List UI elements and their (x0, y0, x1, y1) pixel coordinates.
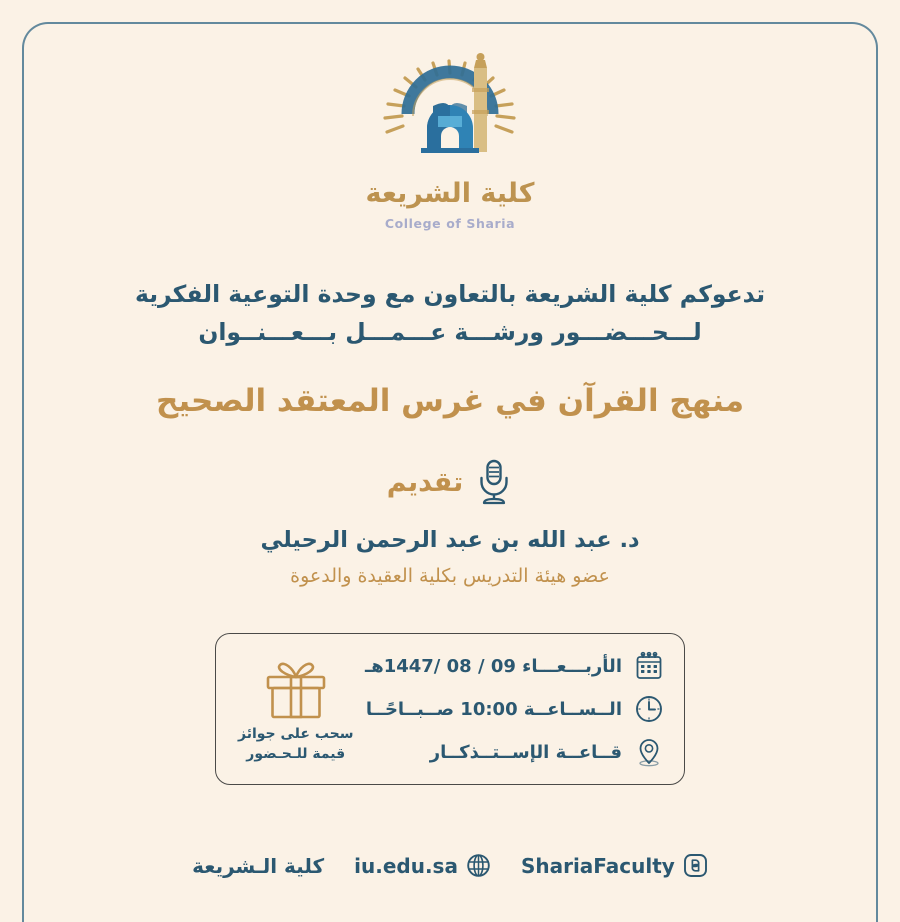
footer-college-name (192, 854, 324, 878)
clock-icon (634, 694, 664, 724)
prize-draw-text (238, 724, 354, 765)
speaker-role: عضو هيئة التدريس بكلية العقيدة والدعوة (290, 565, 610, 588)
college-logo (366, 44, 535, 231)
speaker-name: د. عبد الله بن عبد الرحمن الرحيلي (260, 527, 640, 554)
calendar-icon (634, 651, 664, 681)
globe-icon (466, 853, 491, 878)
footer-social[interactable] (521, 853, 708, 878)
logo-arabic-name: كلية الشريعة (365, 178, 535, 209)
invitation-text (135, 275, 765, 351)
presenter-heading (387, 459, 513, 505)
event-date-row (365, 651, 664, 681)
location-pin-icon (634, 737, 664, 767)
event-date-text: الأربـــعـــاء 09 / 08 /1447هـ (365, 655, 622, 677)
footer-website-label: iu.edu.sa (354, 853, 458, 878)
prize-line-1: سحب على جوائز (238, 725, 354, 742)
mosque-gate-book-logo-icon (375, 44, 525, 176)
footer-college-label: كلية الـشريعة (192, 853, 325, 878)
microphone-icon (475, 459, 513, 505)
invitation-line-1: تدعوكم كلية الشريعة بالتعاون مع وحدة التوعية الفكرية (134, 280, 766, 308)
event-details-box (215, 633, 685, 785)
event-venue-text: قــاعــة الإســتــذكــار (429, 741, 622, 763)
workshop-title: منهج القرآن في غرس المعتقد الصحيح (155, 383, 745, 420)
footer-website[interactable] (354, 853, 491, 878)
event-detail-list (365, 651, 664, 767)
footer-bar (192, 853, 708, 878)
invitation-line-2: لـــحـــضـــور ورشـــة عـــمـــل بـــعـــنــوان (198, 318, 702, 347)
social-app-icon (683, 853, 708, 878)
event-venue-row (365, 737, 664, 767)
prize-draw-block (232, 655, 354, 765)
gift-box-icon (260, 655, 332, 721)
presenter-label: تقديم (386, 466, 464, 498)
event-time-text: الــســاعــة 10:00 صــبــاحًــا (365, 698, 622, 720)
logo-english-name: College of Sharia (384, 216, 516, 231)
event-time-row (365, 694, 664, 724)
prize-line-2: قيمة للـحـضور (246, 745, 346, 762)
footer-social-label: ShariaFaculty (520, 853, 675, 878)
